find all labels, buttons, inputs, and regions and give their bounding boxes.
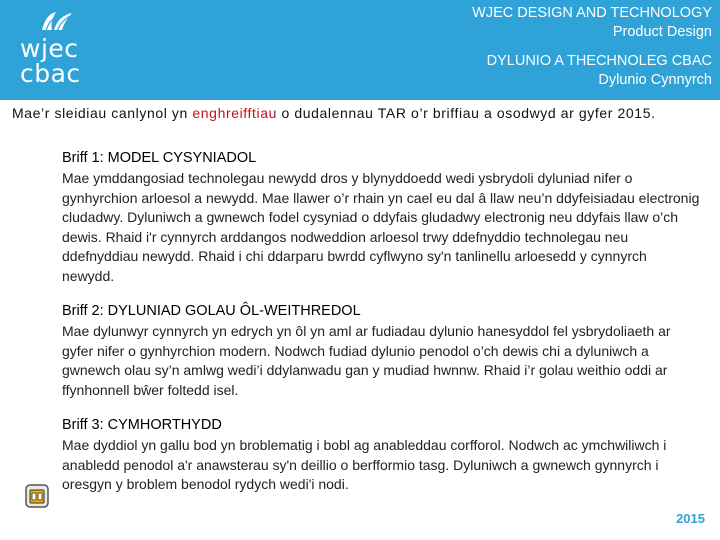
brief-1 bbox=[62, 148, 702, 286]
brief-3 bbox=[62, 415, 702, 495]
brief-title: Briff 1: MODEL CYSYNIADOL bbox=[62, 150, 257, 166]
logo-line-wjec: wjec bbox=[20, 34, 79, 63]
brief-body: Mae dylunwyr cynnyrch yn edrych yn ôl yn aml ar fudiadau dylunio hanesyddol fel ysbrydoliaeth ar gyfer nifer o gynhyrchion modern. Nodwch fudiad dylunio penodol o’ch dewis chi a dyluniwch a gwnewch olau sy’n amlwg wedi’i ddylanwadu gan y mudiad hwnnw. Rhaid i’r golau weithio oddi ar ffynhonnell bŵer foltedd isel. bbox=[62, 323, 671, 398]
footer-year: 2015 bbox=[676, 511, 705, 526]
brief-title: Briff 2: DYLUNIAD GOLAU ÔL-WEITHREDOL bbox=[62, 303, 361, 319]
english-subtitle: Product Design bbox=[612, 24, 712, 40]
resource-icon[interactable] bbox=[25, 484, 49, 508]
wjec-cbac-logo bbox=[18, 10, 98, 90]
header-banner bbox=[0, 0, 720, 100]
brief-title: Briff 3: CYMHORTHYDD bbox=[62, 417, 222, 433]
welsh-title: DYLUNIO A THECHNOLEG CBAC bbox=[486, 53, 712, 69]
header-welsh bbox=[487, 52, 712, 90]
english-title: WJEC DESIGN AND TECHNOLOGY bbox=[472, 5, 712, 21]
brief-2 bbox=[62, 301, 702, 400]
leaf-icon bbox=[40, 10, 74, 32]
intro-text-end: o dudalennau TAR o’r briffiau a osodwyd ar gyfer 2015. bbox=[277, 105, 656, 121]
header-english bbox=[472, 4, 712, 42]
intro-text-start: Mae’r sleidiau canlynol yn bbox=[12, 105, 193, 121]
welsh-subtitle: Dylunio Cynnyrch bbox=[598, 72, 712, 88]
logo-wordmark bbox=[20, 36, 81, 86]
intro-sentence bbox=[12, 105, 656, 121]
brief-body: Mae ymddangosiad technolegau newydd dros y blynyddoedd wedi ysbrydoli dyluniad nifer o gynhyrchion arloesol a newydd. Mae llawer o’r rhain yn cael eu dal â llaw neu’n ddyfeisiadau electronig cludadwy. Dyluniwch a gwnewch fodel cysyniad o ddyfais gludadwy electronig neu ddyfais llaw o’ch dewis. Rhaid i'r cynnyrch arddangos nodweddion arloesol trwy ddefnyddio technolegau neu ddefnyddiau newydd. Rhaid i chi ddarparu bwrdd cyflwyno sy'n tanlinellu arloesedd y cynnyrch newydd. bbox=[62, 170, 700, 284]
logo-line-cbac: cbac bbox=[20, 59, 81, 88]
intro-highlight: enghreifftiau bbox=[192, 105, 278, 121]
brief-body: Mae dyddiol yn gallu bod yn broblematig i bobl ag anableddau corfforol. Nodwch ac ymchwiliwch i anabledd penodol a'r anawsterau sy'n deillio o berfformio tasg. Dyluniwch a gwnewch gynnyrch i oresgyn y broblem benodol rydych wedi'i nodi. bbox=[62, 437, 667, 492]
